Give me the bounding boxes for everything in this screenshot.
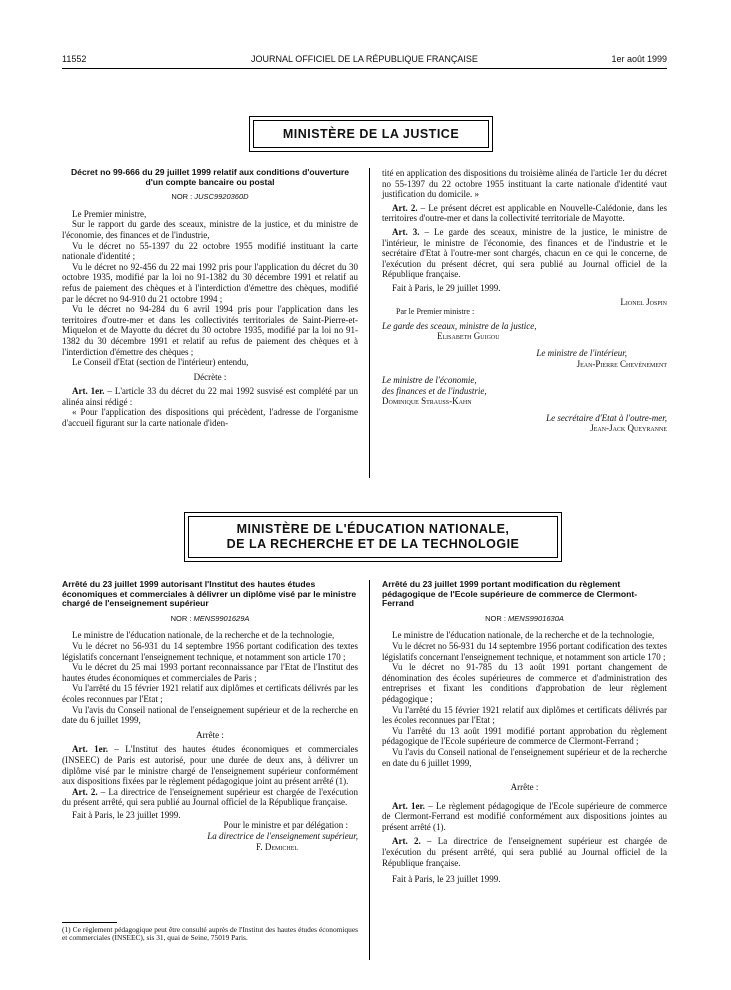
justice-left-column [62,168,358,429]
signer-overseas: Jean-Jack Queyranne [590,423,667,434]
arrete-clermont-title: Arrêté du 23 juillet 1999 portant modification du règlement pédagogique de l'Ecole supérieure de commerce de Clermont-Ferrand [382,579,638,609]
decree-title: Décret no 99-666 du 29 juillet 1999 relatif aux conditions d'ouverture d'un compte bancaire ou postal [70,167,350,187]
by-delegation: Pour le ministre et par délégation : [223,820,348,831]
arrete-clermont-nor: NOR : MENS9901630A [485,613,564,623]
education-right-column [382,580,667,885]
ministry-education-line2: DE LA RECHERCHE ET DE LA TECHNOLOGIE [226,537,520,551]
header-rule [62,68,667,69]
role-overseas: Le secrétaire d'Etat à l'outre-mer, [546,412,667,423]
paragraph: Vu le décret no 91-785 du 13 août 1991 portant changement de dénomination des écoles supérieures de commerce et d'administration des entreprises et fixant les conditions d'approbation de leur règlement pédagogique ; [382,662,667,704]
journal-title: JOURNAL OFFICIEL DE LA RÉPUBLIQUE FRANÇAISE [251,54,478,64]
arrete-heading: Arrête : [196,729,224,740]
paragraph: Vu le décret du 25 mai 1993 portant reconnaissance par l'Etat de l'Institut des hautes études économiques et commerciales de Paris ; [62,662,358,683]
page-number: 11552 [62,54,87,64]
paragraph: Vu l'arrêté du 15 février 1921 relatif aux diplômes et certificats délivrés par les écoles reconnues par l'Etat ; [62,683,358,704]
education-left-column [62,580,358,852]
paragraph: Vu l'avis du Conseil national de l'enseignement supérieur et de la recherche en date du 6 juillet 1999, [382,746,667,768]
paragraph: Le Premier ministre, [72,208,147,219]
paragraph: Vu le décret no 56-931 du 14 septembre 1956 portant codification des textes législatifs concernant l'enseignement technique, et notamment son article 170 ; [62,640,358,662]
decrete-heading: Décrète : [193,371,227,382]
article-1: Art. 1er. – L'article 33 du décret du 22 mai 1992 susvisé est complété par un alinéa ainsi rédigé : [62,386,358,407]
article-1: Art. 1er. – L'Institut des hautes études économiques et commerciales (INSEEC) de Paris est autorisé, pour une durée de deux ans, à délivrer un diplôme visé par le ministre chargé de l'enseignement supérieur conformément aux dispositions fixées par le règlement pédagogique joint au présent arrêté (1). [62,744,359,787]
paragraph: Vu le décret no 56-931 du 14 septembre 1956 portant codification des textes législatifs concernant l'enseignement technique, et notamment son article 170 ; [382,640,667,662]
paragraph: Vu le décret no 94-284 du 6 avril 1994 pris pour l'application dans les territoires d'outre-mer et dans les collectivités territoriales de Saint-Pierre-et-Miquelon et de Mayotte du décret du 30 octobre 1935, modifié par la loi no 91-1382 du 30 décembre 1991 et relatif au refus de paiement des chèques et à l'interdiction d'émettre des chèques ; [62,304,358,357]
column-separator [369,580,370,960]
paragraph: Sur le rapport du garde des sceaux, ministre de la justice, et du ministre de l'économie, des finances et de l'industrie, [62,219,358,240]
signer-prime-minister: Lionel Jospin [620,296,667,307]
role-economy: Le ministre de l'économie, [382,375,477,386]
paragraph: Vu l'arrêté du 15 février 1921 relatif aux diplômes et certificats délivrés par les écoles reconnues par l'Etat ; [382,704,667,726]
ministry-education-line1: MINISTÈRE DE L'ÉDUCATION NATIONALE, [236,522,510,536]
signer-interior: Jean-Pierre Chevènement [576,358,667,369]
paragraph: Vu l'arrêté du 13 août 1991 modifié portant approbation du règlement pédagogique de l'Ecole supérieure de commerce de Clermont-Ferrand ; [382,725,667,747]
arrete-heading: Arrête : [510,782,539,793]
footnote: (1) Ce règlement pédagogique peut être consulté auprès de l'Institut des hautes études économiques et commerciales (INSEEC), sis 31, quai de Seine, 75019 Paris. [62,925,358,943]
paragraph: Le ministre de l'éducation nationale, de la recherche et de la technologie, [392,630,655,641]
article-2: Art. 2. – Le présent décret est applicable en Nouvelle-Calédonie, dans les territoires d'outre-mer et dans la collectivité territoriale de Mayotte. [382,202,667,224]
done-at: Fait à Paris, le 23 juillet 1999. [72,809,181,820]
article-3: Art. 3. – Le garde des sceaux, ministre de la justice, le ministre de l'intérieur, le ministre de l'économie, des finances et de l'industrie et le secrétaire d'Etat à l'outre-mer sont chargés, chacun en ce qui le concerne, de l'exécution du présent décret, qui sera publié au Journal officiel de la République française. [382,226,667,280]
done-at: Fait à Paris, le 29 juillet 1999. [392,282,501,293]
article-1-quote-continued: tité en application des dispositions du troisième alinéa de l'article 1er du décret no 55-1397 du 22 octobre 1955 instituant la carte nationale d'identité vaut justification du domicile. » [382,168,667,200]
article-1: Art. 1er. – Le règlement pédagogique de l'Ecole supérieure de commerce de Clermont-Ferrand est modifié conformément aux dispositions jointes au présent arrêté (1). [382,800,667,832]
ministry-justice-title: MINISTÈRE DE LA JUSTICE [253,120,489,148]
role-interior: Le ministre de l'intérieur, [536,347,627,358]
ministry-justice-box [249,116,493,152]
role-economy-2: des finances et de l'industrie, [382,385,487,396]
ministry-education-box [184,512,562,562]
done-at: Fait à Paris, le 23 juillet 1999. [392,874,501,885]
signer-justice: Elisabeth Guigou [437,331,500,342]
paragraph: Vu le décret no 92-456 du 22 mai 1992 pris pour l'application du décret du 30 octobre 1935, modifié par la loi no 91-1382 du 30 décembre 1991 et relatif au refus de paiement des chèques et à l'interdiction d'émettre des chèques, modifié par le décret no 94-910 du 21 octobre 1994 ; [62,261,358,304]
paragraph: Vu le décret no 55-1397 du 22 octobre 1955 modifié instituant la carte nationale d'identité ; [62,240,358,262]
column-separator [369,168,370,478]
article-2: Art. 2. – La directrice de l'enseignement supérieur est chargée de l'exécution du présent arrêté, qui sera publié au Journal officiel de la République française. [382,836,667,868]
decree-nor: NOR : JUSC9920360D [171,192,249,202]
arrete-insee-nor: NOR : MENS9901629A [170,613,250,623]
paragraph: Le Conseil d'Etat (section de l'intérieur) entendu, [72,357,249,368]
signer-director: F. Demichel [256,841,298,852]
issue-date: 1er août 1999 [611,54,667,64]
role-justice: Le garde des sceaux, ministre de la justice, [382,320,537,331]
running-header [62,54,667,68]
signer-economy: Dominique Strauss-Kahn [382,396,472,407]
paragraph: Le ministre de l'éducation nationale, de la recherche et de la technologie, [72,630,335,641]
justice-right-column [382,168,667,434]
role-director: La directrice de l'enseignement supérieur, [207,831,358,842]
by-prime-minister: Par le Premier ministre : [396,307,475,317]
article-2: Art. 2. – La directrice de l'enseignement supérieur est chargée de l'exécution du présent arrêté, qui sera publié au Journal officiel de la République française. [62,786,358,808]
ministry-education-title [188,516,558,558]
paragraph: Vu l'avis du Conseil national de l'enseignement supérieur et de la recherche en date du 6 juillet 1999, [62,704,358,726]
arrete-insee-title: Arrêté du 23 juillet 1999 autorisant l'Institut des hautes études économiques et commerciales à délivrer un diplôme visé par le ministre chargé de l'enseignement supérieur [62,579,357,609]
footnote-rule [62,922,117,923]
article-1-quote: « Pour l'application des dispositions qui précèdent, l'adresse de l'organisme d'accueil figurant sur la carte nationale d'iden- [62,407,358,429]
